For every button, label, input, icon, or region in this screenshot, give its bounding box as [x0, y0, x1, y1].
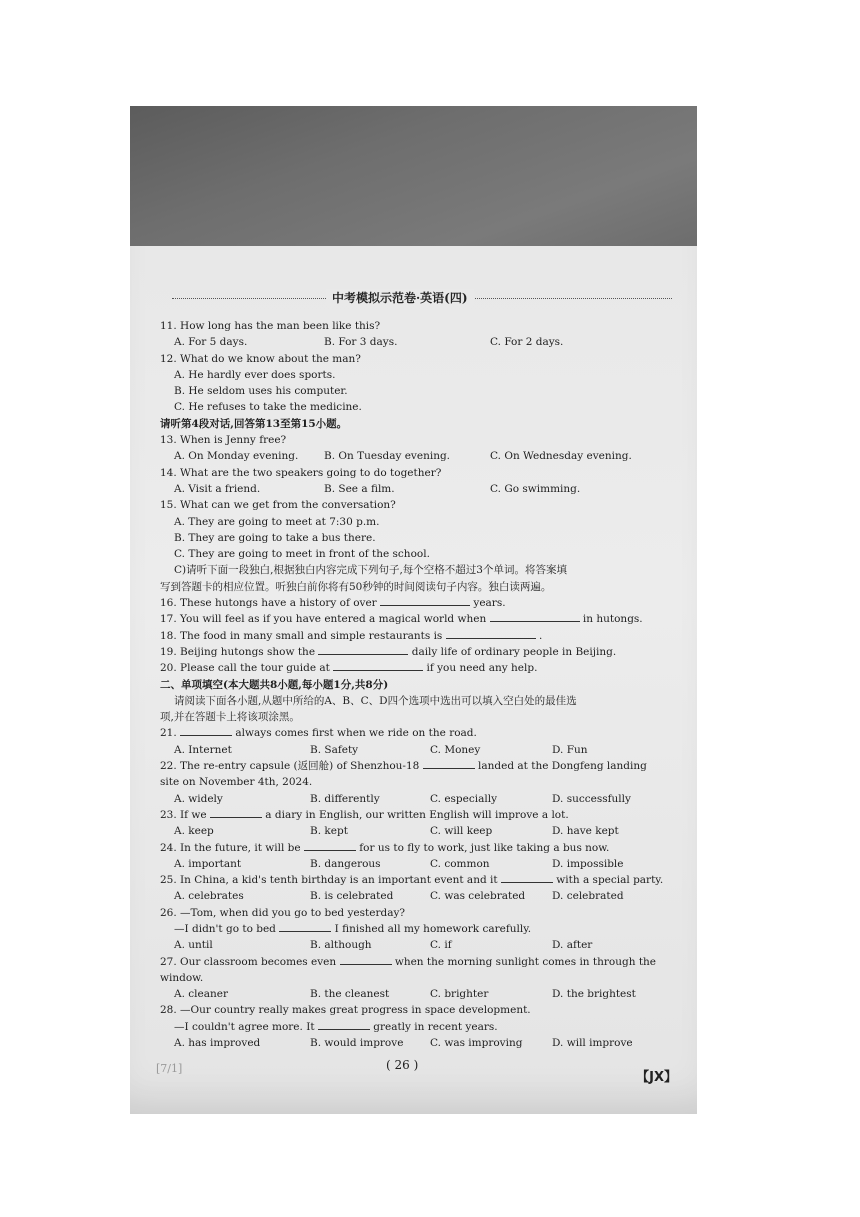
question-text: B. They are going to take a bus there.	[174, 531, 376, 544]
question-tail: if you need any help.	[426, 662, 538, 675]
answer-options	[160, 334, 680, 350]
fill-in-question	[160, 758, 680, 774]
question-tail: in hutongs.	[582, 613, 643, 626]
option-d: D. successfully	[552, 792, 631, 805]
answer-blank[interactable]	[490, 611, 580, 622]
option-d: D. will improve	[552, 1037, 633, 1050]
question-text: site on November 4th, 2024.	[160, 776, 313, 789]
question-stem: 24. In the future, it will be	[160, 841, 301, 854]
question-text: 写到答题卡的相应位置。听独白前你将有50秒钟的时间阅读句子内容。独白读两遍。	[160, 580, 552, 593]
option-d: D. after	[552, 939, 593, 952]
option-c: C. On Wednesday evening.	[490, 450, 632, 463]
question-stem: 23. If we	[160, 808, 207, 821]
option-b: B. See a film.	[324, 482, 395, 495]
question-tail: for us to fly to work, just like taking a bus now.	[359, 841, 610, 854]
option-c: C. especially	[430, 792, 498, 805]
question-tail: always comes first when we ride on the road.	[235, 727, 477, 740]
option-c: C. common	[430, 857, 490, 870]
option-a: A. cleaner	[174, 988, 228, 1001]
answer-blank[interactable]	[318, 1019, 370, 1030]
fill-in-question	[160, 611, 680, 627]
answer-blank[interactable]	[380, 595, 470, 606]
option-c: C. Go swimming.	[490, 482, 581, 495]
answer-options	[160, 448, 680, 464]
option-a: A. celebrates	[174, 890, 244, 903]
answer-options	[160, 856, 680, 872]
option-d: D. the brightest	[552, 988, 636, 1001]
question-stem: —I couldn't agree more. It	[174, 1020, 315, 1033]
answer-blank[interactable]	[333, 660, 423, 671]
question-text: 请阅读下面各小题,从题中所给的A、B、C、D四个选项中选出可以填入空白处的最佳选	[174, 694, 577, 707]
question-text: C. He refuses to take the medicine.	[174, 401, 362, 414]
option-b: B. is celebrated	[310, 890, 394, 903]
question-stem: 19. Beijing hutongs show the	[160, 645, 316, 658]
document-photo	[130, 106, 697, 1114]
question-stem: 27. Our classroom becomes even	[160, 955, 337, 968]
fill-in-question	[160, 840, 680, 856]
question-text: C)请听下面一段独白,根据独白内容完成下列句子,每个空格不超过3个单词。将答案填	[174, 564, 567, 577]
option-a: A. For 5 days.	[174, 336, 248, 349]
option-c: C. For 2 days.	[490, 336, 564, 349]
edition-tag: 【JX】	[636, 1070, 677, 1085]
section-heading: 二、单项填空(本大题共8小题,每小题1分,共8分)	[160, 678, 389, 691]
answer-blank[interactable]	[423, 758, 475, 769]
question-text: A. He hardly ever does sports.	[174, 368, 336, 381]
fill-in-question	[160, 644, 680, 660]
answer-options	[160, 1035, 680, 1051]
answer-blank[interactable]	[501, 872, 553, 883]
option-b: B. On Tuesday evening.	[324, 450, 451, 463]
question-text: B. He seldom uses his computer.	[174, 385, 348, 398]
page-number: ( 26 )	[386, 1058, 419, 1072]
question-text: 14. What are the two speakers going to do together?	[160, 466, 442, 479]
option-c: C. was celebrated	[430, 890, 526, 903]
question-tail: greatly in recent years.	[373, 1020, 498, 1033]
option-a: A. Internet	[174, 743, 232, 756]
answer-blank[interactable]	[180, 725, 232, 736]
answer-options	[160, 481, 680, 497]
answer-options	[160, 888, 680, 904]
question-stem: 20. Please call the tour guide at	[160, 662, 330, 675]
option-b: B. For 3 days.	[324, 336, 398, 349]
section-heading: 请听第4段对话,回答第13至第15小题。	[160, 417, 348, 430]
answer-blank[interactable]	[279, 921, 331, 932]
fill-in-question	[160, 725, 680, 741]
option-a: A. until	[174, 939, 213, 952]
fill-in-question	[160, 921, 680, 937]
answer-blank[interactable]	[318, 644, 408, 655]
question-stem: 21.	[160, 727, 177, 740]
option-a: A. Visit a friend.	[174, 482, 261, 495]
answer-options	[160, 742, 680, 758]
option-b: B. differently	[310, 792, 380, 805]
fill-in-question	[160, 872, 680, 888]
question-tail: landed at the Dongfeng landing	[478, 760, 647, 773]
question-stem: 18. The food in many small and simple restaurants is	[160, 629, 443, 642]
question-stem: 17. You will feel as if you have entered a magical world when	[160, 613, 487, 626]
question-tail: when the morning sunlight comes in through the	[394, 955, 657, 968]
question-tail: with a special party.	[556, 874, 664, 887]
table-surface	[130, 106, 697, 266]
option-c: C. Money	[430, 743, 481, 756]
option-b: B. Safety	[310, 743, 359, 756]
question-text: window.	[160, 971, 204, 984]
question-text: 11. How long has the man been like this?	[160, 320, 381, 332]
question-tail: a diary in English, our written English will improve a lot.	[265, 808, 569, 821]
answer-blank[interactable]	[446, 628, 536, 639]
question-text: 13. When is Jenny free?	[160, 434, 287, 447]
page-title: 中考模拟示范卷·英语(四)	[326, 289, 474, 306]
answer-blank[interactable]	[210, 807, 262, 818]
fill-in-question	[160, 595, 680, 611]
option-a: A. On Monday evening.	[174, 450, 299, 463]
question-text: C. They are going to meet in front of the school.	[174, 548, 430, 561]
option-b: B. would improve	[310, 1037, 404, 1050]
option-b: B. although	[310, 939, 372, 952]
question-text: 12. What do we know about the man?	[160, 352, 361, 365]
option-d: D. Fun	[552, 743, 588, 756]
option-b: B. dangerous	[310, 857, 381, 870]
fill-in-question	[160, 660, 680, 676]
question-stem: —I didn't go to bed	[174, 922, 276, 935]
option-d: D. have kept	[552, 825, 619, 838]
option-c: C. if	[430, 939, 452, 952]
question-tail: daily life of ordinary people in Beijing.	[411, 645, 617, 658]
question-tail: years.	[473, 597, 506, 610]
option-b: B. kept	[310, 825, 348, 838]
question-stem: 16. These hutongs have a history of over	[160, 597, 377, 610]
answer-options	[160, 823, 680, 839]
fill-in-question	[160, 807, 680, 823]
question-text: 15. What can we get from the conversation?	[160, 499, 396, 512]
question-stem: 25. In China, a kid's tenth birthday is an important event and it	[160, 874, 498, 887]
question-tail: I finished all my homework carefully.	[334, 922, 532, 935]
question-text: 26. —Tom, when did you go to bed yesterday?	[160, 906, 406, 919]
option-a: A. important	[174, 857, 242, 870]
option-a: A. keep	[174, 825, 214, 838]
option-d: D. celebrated	[552, 890, 624, 903]
answer-options	[160, 986, 680, 1002]
answer-blank[interactable]	[340, 954, 392, 965]
answer-options	[160, 791, 680, 807]
question-text: 项,并在答题卡上将该项涂黑。	[160, 711, 300, 724]
answer-options	[160, 937, 680, 953]
option-c: C. will keep	[430, 825, 493, 838]
fill-in-question	[160, 954, 680, 970]
fill-in-question	[160, 628, 680, 644]
footer-code: [7/1]	[156, 1062, 183, 1075]
fill-in-question	[160, 1019, 680, 1035]
question-stem: 22. The re-entry capsule (返回舱) of Shenzhou-18	[160, 760, 420, 773]
option-b: B. the cleanest	[310, 988, 390, 1001]
option-c: C. was improving	[430, 1037, 523, 1050]
option-c: C. brighter	[430, 988, 489, 1001]
question-text: A. They are going to meet at 7:30 p.m.	[174, 515, 380, 528]
option-a: A. widely	[174, 792, 223, 805]
option-d: D. impossible	[552, 857, 624, 870]
question-text: 28. —Our country really makes great progress in space development.	[160, 1004, 531, 1017]
answer-blank[interactable]	[304, 840, 356, 851]
exam-content	[160, 318, 680, 1051]
question-tail: .	[539, 629, 543, 642]
option-a: A. has improved	[174, 1037, 261, 1050]
